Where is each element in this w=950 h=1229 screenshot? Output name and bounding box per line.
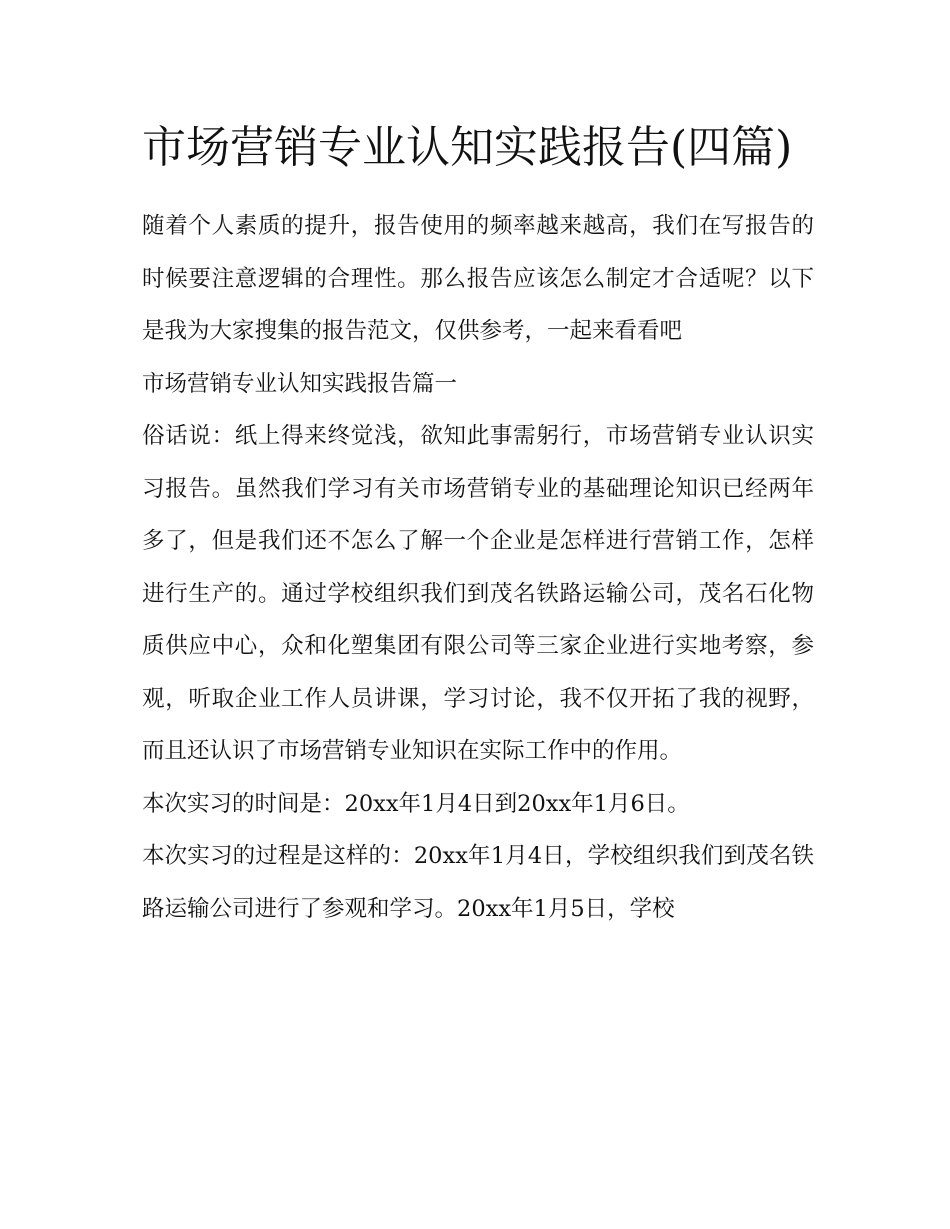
section-heading: 市场营销专业认知实践报告篇一: [142, 370, 458, 397]
body-paragraph: 俗话说：纸上得来终觉浅，欲知此事需躬行，市场营销专业认识实习报告。虽然我们学习有关市场营销专业的基础理论知识已经两年多了，但是我们还不怎么了解一个企业是怎样进行营销工作，怎样进行生产的。通过学校组织我们到茂名铁路运输公司，茂名石化物质供应中心，众和化塑集团有限公司等三家企业进行实地考察，参观，听取企业工作人员讲课，学习讨论，我不仅开拓了我的视野，而且还认识了市场营销专业知识在实际工作中的作用。: [142, 423, 814, 764]
document-title: 市场营销专业认知实践报告(四篇): [142, 122, 793, 173]
body-paragraph: 本次实习的过程是这样的：20xx年1月4日，学校组织我们到茂名铁路运输公司进行了参观和学习。20xx年1月5日，学校: [142, 843, 814, 922]
body-paragraph: 本次实习的时间是：20xx年1月4日到20xx年1月6日。: [142, 790, 690, 817]
intro-paragraph: 随着个人素质的提升，报告使用的频率越来越高，我们在写报告的时候要注意逻辑的合理性。那么报告应该怎么制定才合适呢？以下是我为大家搜集的报告范文，仅供参考，一起来看看吧: [142, 213, 814, 344]
document-page: [142, 112, 814, 935]
